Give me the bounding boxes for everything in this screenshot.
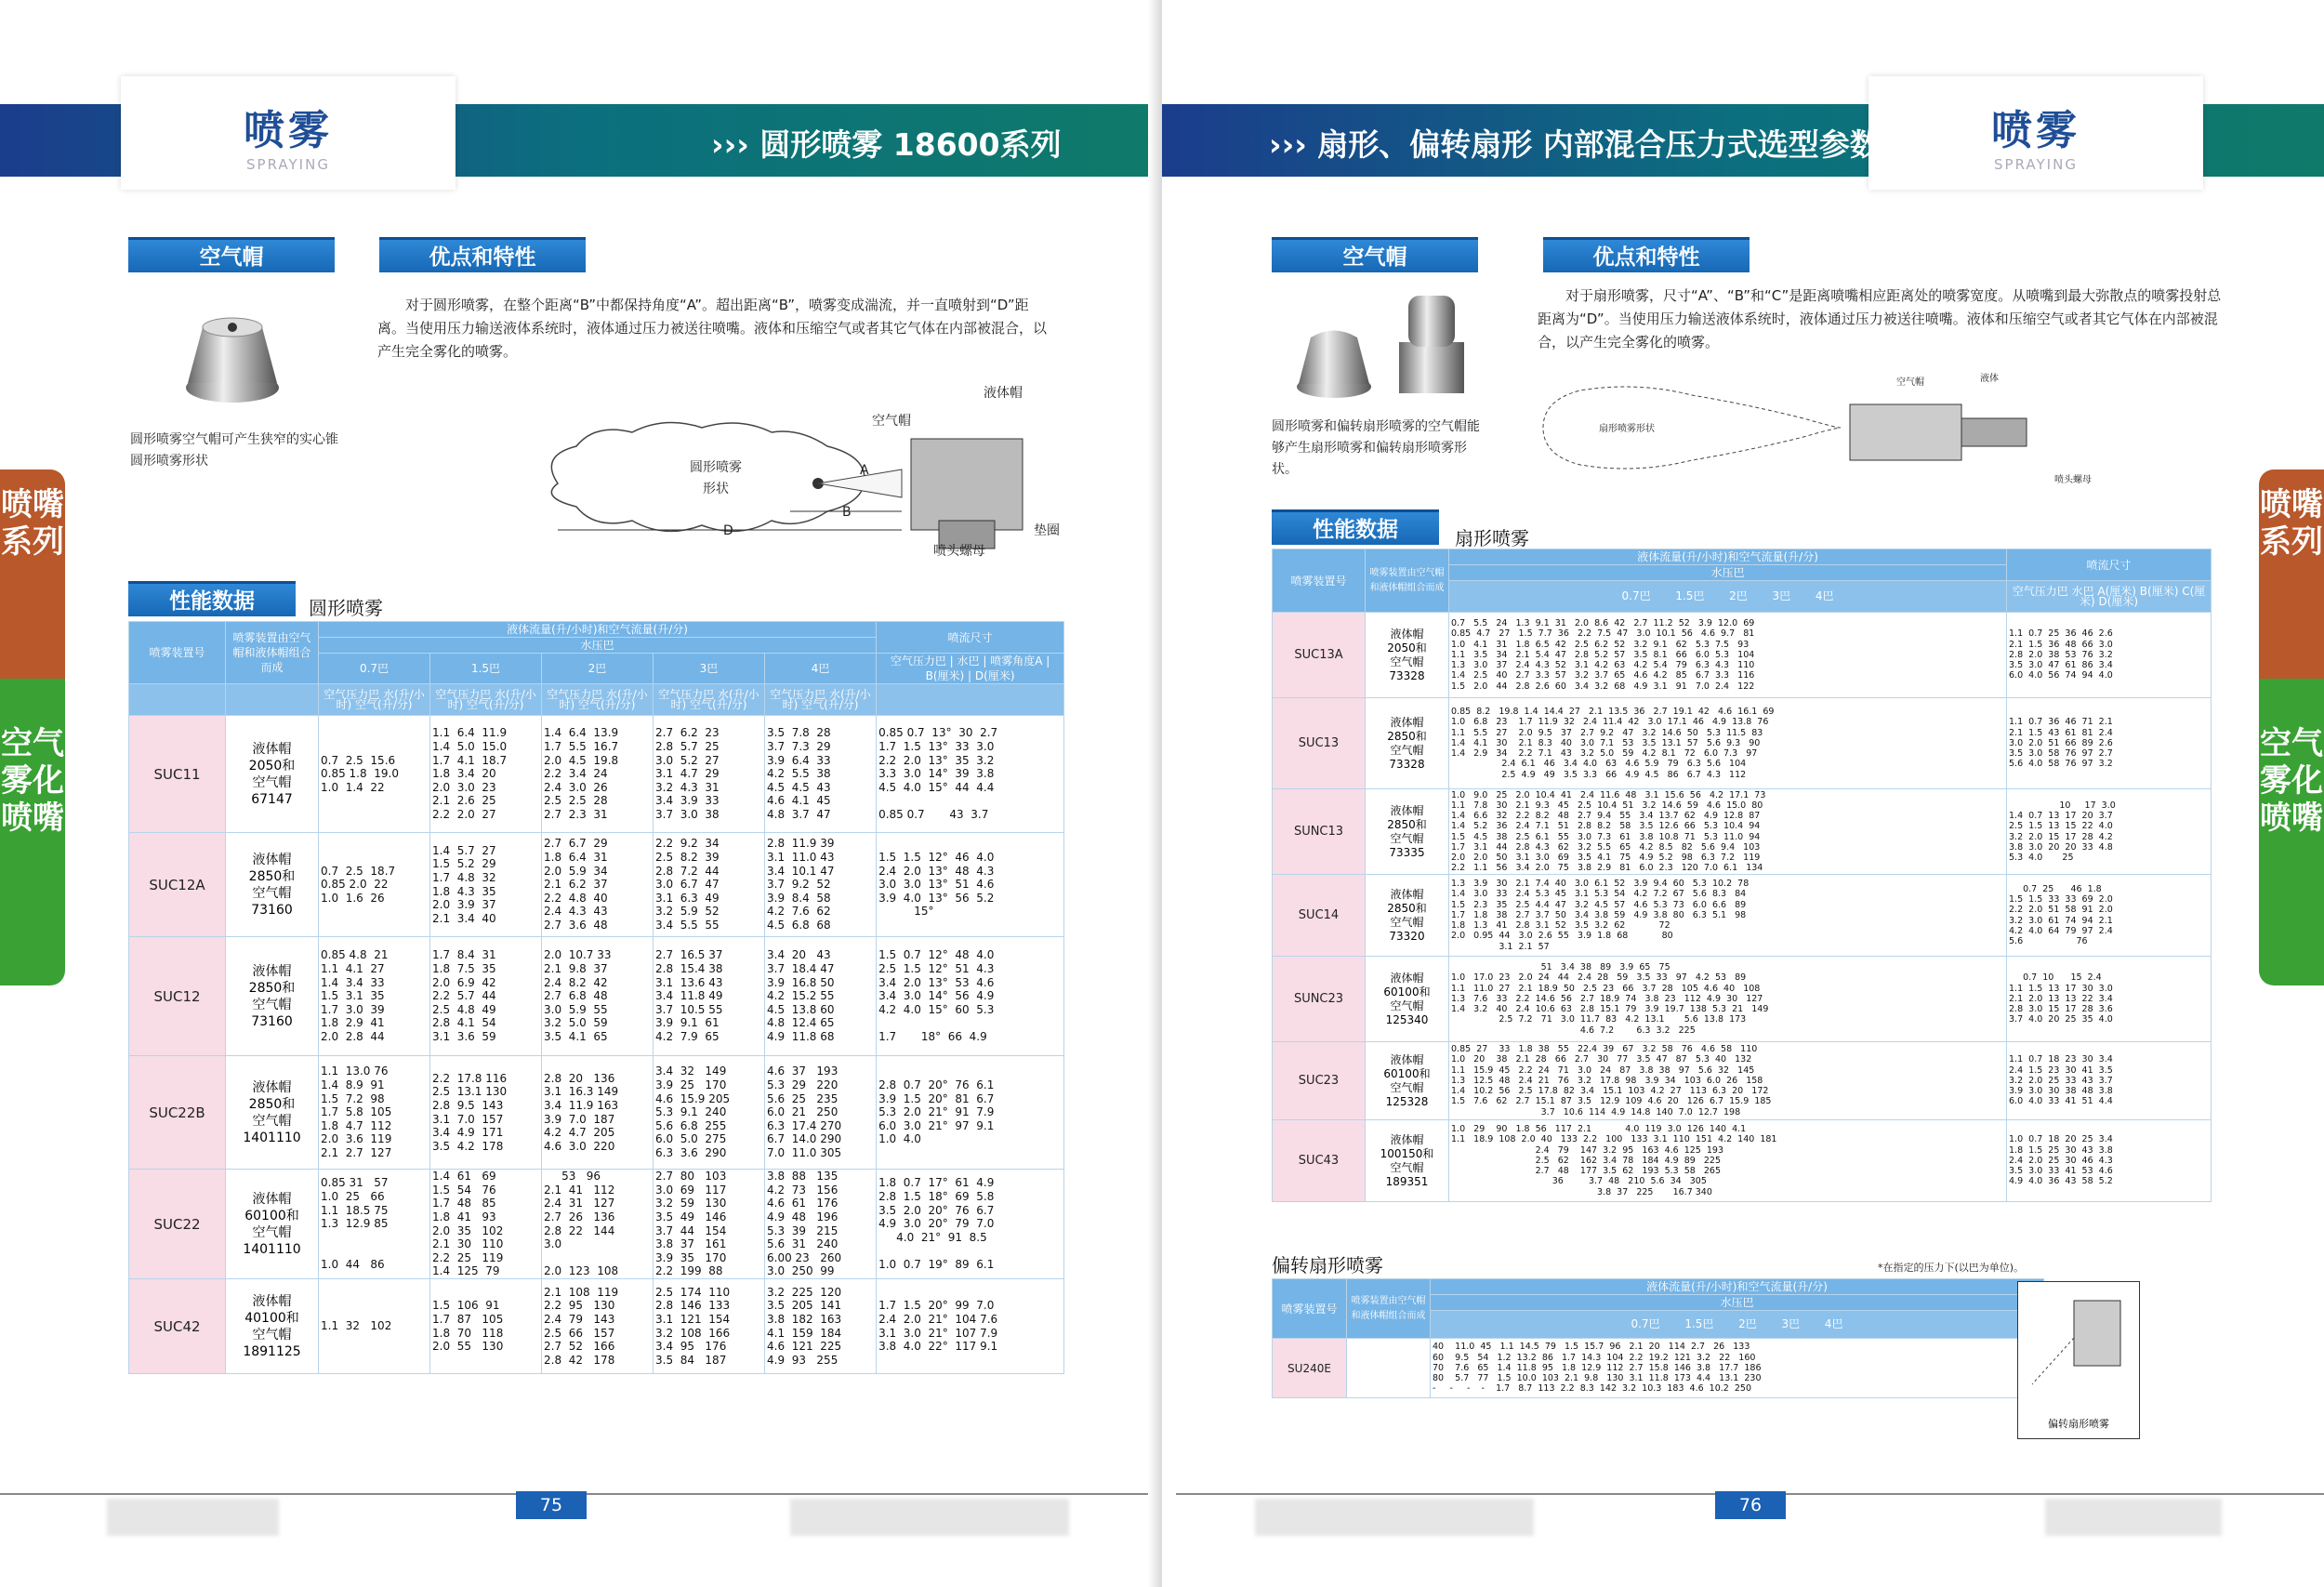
table-title: 圆形喷雾 xyxy=(309,597,383,619)
table-row xyxy=(129,833,1064,937)
nozzle-code: SUC22B xyxy=(129,1056,226,1170)
data-cell: 2.7 6.7 29 1.8 6.4 31 2.0 5.9 34 2.1 6.2 37 2.2 4.8 40 2.4 4.3 43 2.7 3.6 48 xyxy=(542,833,654,937)
data-cell: 2.7 80 103 3.0 69 117 3.2 59 130 3.5 49 146 3.7 44 154 3.8 37 161 3.9 35 170 2.2 199 88 xyxy=(654,1170,765,1279)
nozzle-code: SUC14 xyxy=(1273,875,1366,957)
logo-text: 喷雾 xyxy=(1991,107,2080,154)
data-cell: 1.1 0.7 36 46 71 2.1 2.1 1.5 43 61 81 2.4 3.0 2.0 51 66 89 2.6 3.5 3.0 58 76 97 2.7 5.6 4.0 58 76 97 3.2 xyxy=(2007,698,2212,789)
data-cell: 2.5 174 110 2.8 146 133 3.1 121 154 3.2 108 166 3.4 95 176 3.5 84 187 xyxy=(654,1279,765,1374)
header-pressure-col: 3巴 xyxy=(654,654,765,684)
cap-combination: 液体帽 2050和 空气帽 73328 xyxy=(1366,613,1449,698)
data-cell: 0.7 2.5 15.6 0.85 1.8 19.0 1.0 1.4 22 xyxy=(319,716,430,833)
cap-combination: 液体帽 60100和 空气帽 1401110 xyxy=(226,1170,319,1279)
table-title: 扇形喷雾 xyxy=(1455,527,1529,549)
table2-title: 偏转扇形喷雾 xyxy=(1272,1254,1383,1276)
header-flow: 液体流量(升/小时)和空气流量(升/分) xyxy=(1449,549,2007,565)
header-code: 喷雾装置号 xyxy=(1273,549,1366,613)
data-cell: 0.7 2.5 18.7 0.85 2.0 22 1.0 1.6 26 xyxy=(319,833,430,937)
data-cell: 1.5 106 91 1.7 87 105 1.8 70 118 2.0 55 130 xyxy=(430,1279,542,1374)
header-combination: 喷雾装置由空气帽和液体帽组合而成 xyxy=(1366,549,1449,613)
cap-combination: 液体帽 60100和 空气帽 125340 xyxy=(1366,957,1449,1042)
data-cell: 1.4 61 69 1.5 54 76 1.7 48 85 1.8 41 93 2.0 35 102 2.1 30 110 2.2 25 119 1.4 125 79 xyxy=(430,1170,542,1279)
nozzle-code: SUC13A xyxy=(1273,613,1366,698)
diagram-label-nut: 喷头螺母 xyxy=(2054,475,2092,485)
logo-box xyxy=(121,76,456,190)
table-row xyxy=(1273,789,2212,875)
nozzle-code: SUC11 xyxy=(129,716,226,833)
data-cell: 2.7 16.5 37 2.8 15.4 38 3.1 13.6 43 3.4 11.8 49 3.7 10.5 55 3.9 9.1 61 4.2 7.9 65 xyxy=(654,937,765,1056)
section-tag-features: 优点和特性 xyxy=(379,237,586,272)
data-cell: 2.1 108 119 2.2 95 130 2.4 79 143 2.5 66 157 2.7 52 166 2.8 42 178 xyxy=(542,1279,654,1374)
data-cell: 40 11.0 45 1.1 14.5 79 1.5 15.7 96 2.1 20 114 2.7 26 133 60 9.5 54 1.2 13.2 86 1.7 14.3 104 2.2 19.2 121 3.2 22 160 70 7.6 65 1.4 11.8 95 1.8 12.9 112 2.7 15.8 146 3.8 17.7 186 80 5.7 77 1.5 10.0 103 2.1 9.8 130 3.1 11.8 173 4.4 13.1 230 - - - - 1.7 8.7 113 2.2 8.3 142 3.2 10.3 183 4.6 10.2 250 xyxy=(1431,1339,2044,1398)
page-number: 75 xyxy=(516,1491,587,1519)
nozzle-code: SUC12 xyxy=(129,937,226,1056)
diagram-label-shape: 圆形喷雾形状 xyxy=(690,460,742,496)
side-tab-series: 喷嘴系列 xyxy=(2259,469,2324,679)
cap-combination: 液体帽 2850和 空气帽 1401110 xyxy=(226,1056,319,1170)
data-cell: 2.0 10.7 33 2.1 9.8 37 2.4 8.2 42 2.7 6.8 48 3.0 5.9 55 3.2 5.0 59 3.5 4.1 65 xyxy=(542,937,654,1056)
right-page xyxy=(1162,0,2324,1587)
header-combination: 喷雾装置由空气帽和液体帽组合而成 xyxy=(226,622,319,684)
header-dimensions: 喷流尺寸 xyxy=(877,622,1064,654)
header-flow: 液体流量(升/小时)和空气流量(升/分) xyxy=(1431,1279,2044,1295)
page-title: ››› 圆形喷雾 18600系列 xyxy=(711,126,1062,163)
data-cell: 1.3 3.9 30 2.1 7.4 40 3.0 6.1 52 3.9 9.4 60 5.3 10.2 78 1.4 3.0 33 2.4 5.3 45 3.1 5.3 54 4.2 7.2 67 5.6 8.3 84 1.5 2.3 35 2.5 4.4 47 3.2 4.5 57 4.6 5.3 73 6.0 6.6 89 1.7 1.8 38 2.7 3.7 50 3.4 3.8 59 4.9 3.8 80 6.3 5.1 98 1.8 1.3 41 2.8 3.1 52 3.5 3.2 62 72 2.0 0.95 44 3.0 2.6 55 3.9 1.8 68 80 3.1 2.1 57 xyxy=(1449,875,2007,957)
data-cell: 2.2 9.2 34 2.5 8.2 39 2.8 7.2 44 3.0 6.7 47 3.1 6.3 49 3.2 5.9 52 3.4 5.5 55 xyxy=(654,833,765,937)
table-row xyxy=(1273,875,2212,957)
data-cell: 1.4 6.4 13.9 1.7 5.5 16.7 2.0 4.5 19.8 2.2 3.4 24 2.4 3.0 26 2.5 2.5 28 2.7 2.3 31 xyxy=(542,716,654,833)
nozzle-code: SUC22 xyxy=(129,1170,226,1279)
table-row xyxy=(1273,957,2212,1042)
section-tag-aircap: 空气帽 xyxy=(1272,237,1478,272)
header-dim-sub: 空气压力巴 水巴 A(厘米) B(厘米) C(厘米) D(厘米) xyxy=(2007,581,2212,613)
logo-box xyxy=(1868,76,2203,190)
cap-combination xyxy=(1347,1339,1431,1398)
header-pressure: 水压巴 xyxy=(1449,565,2007,581)
header-code: 喷雾装置号 xyxy=(1273,1279,1347,1339)
header-sub: 空气压力巴 水(升/小时) 空气(升/分) xyxy=(654,684,765,716)
nozzle-code: SUNC23 xyxy=(1273,957,1366,1042)
cap-combination: 液体帽 2050和 空气帽 67147 xyxy=(226,716,319,833)
header-combination: 喷雾装置由空气帽和液体帽组合而成 xyxy=(1347,1279,1431,1339)
footer-blur xyxy=(790,1499,1069,1536)
header-pressure: 水压巴 xyxy=(319,638,877,654)
data-cell: 1.0 0.7 18 20 25 3.4 1.8 1.5 25 30 43 3.8 2.4 2.0 25 30 46 4.3 3.5 3.0 33 41 53 4.6 4.9 4.0 36 43 58 5.2 xyxy=(2007,1120,2212,1202)
data-cell: 2.8 0.7 20° 76 6.1 3.9 1.5 20° 81 6.7 5.3 2.0 21° 91 7.9 6.0 3.0 21° 97 9.1 1.0 4.0 xyxy=(877,1056,1064,1170)
header-pressure-col: 0.7巴 xyxy=(319,654,430,684)
cap-combination: 液体帽 2850和 空气帽 73160 xyxy=(226,833,319,937)
data-cell: 1.4 5.7 27 1.5 5.2 29 1.7 4.8 32 1.8 4.3 35 2.0 3.9 37 2.1 3.4 40 xyxy=(430,833,542,937)
data-cell: 1.1 0.7 18 23 30 3.4 2.4 1.5 23 30 41 3.5 3.2 2.0 25 33 43 3.7 3.9 3.0 30 38 48 3.8 6.0 4.0 33 41 51 4.4 xyxy=(2007,1042,2212,1120)
table-row xyxy=(1273,698,2212,789)
features-paragraph: 对于扇形喷雾，尺寸“A”、“B”和“C”是距离喷嘴相应距离处的喷雾宽度。从喷嘴到最大弥散点的喷雾投射总距离为“D”。当使用压力输送液体系统时，液体通过压力被送往喷嘴。液体和压缩空气或者其它气体在内部被混合，以产生完全雾化的喷雾。 xyxy=(1538,287,2222,350)
header-sub: 空气压力巴 水(升/小时) 空气(升/分) xyxy=(542,684,654,716)
data-cell: 0.85 4.8 21 1.1 4.1 27 1.4 3.4 33 1.5 3.1 35 1.7 3.0 39 1.8 2.9 41 2.0 2.8 44 xyxy=(319,937,430,1056)
table-row xyxy=(129,1170,1064,1279)
data-cell: 4.6 37 193 5.3 29 220 5.6 25 235 6.0 21 250 6.3 17.4 270 6.7 14.0 290 7.0 11.0 305 xyxy=(765,1056,877,1170)
air-cap-caption: 圆形喷雾空气帽可产生狭窄的实心锥圆形喷雾形状 xyxy=(130,432,338,469)
footer-blur xyxy=(107,1499,279,1536)
side-tab-series: 喷嘴系列 xyxy=(0,469,65,679)
header-pressure-col: 4巴 xyxy=(765,654,877,684)
header-pressure-col: 1.5巴 xyxy=(430,654,542,684)
data-cell: 3.2 225 120 3.5 205 141 3.8 182 163 4.1 159 184 4.6 121 225 4.9 93 255 xyxy=(765,1279,877,1374)
deflect-image-box xyxy=(2017,1281,2140,1439)
nozzle-code: SUNC13 xyxy=(1273,789,1366,875)
cap-combination: 液体帽 2850和 空气帽 73335 xyxy=(1366,789,1449,875)
data-cell: 2.2 17.8 116 2.5 13.1 130 2.8 9.5 143 3.1 7.0 157 3.4 4.9 171 3.5 4.2 178 xyxy=(430,1056,542,1170)
table-row xyxy=(1273,1120,2212,1202)
data-cell: 3.4 32 149 3.9 25 170 4.6 15.9 205 5.3 9.1 240 5.6 6.8 255 6.0 5.0 275 6.3 3.6 290 xyxy=(654,1056,765,1170)
footer-blur xyxy=(1255,1499,1534,1536)
diagram-label-gasket: 垫圈 xyxy=(1034,523,1060,538)
logo-subtext: SPRAYING xyxy=(1994,156,2078,173)
table-row xyxy=(1273,1339,2044,1398)
nozzle-code: SUC42 xyxy=(129,1279,226,1374)
table-row xyxy=(1273,1042,2212,1120)
section-tag-performance: 性能数据 xyxy=(1272,509,1439,545)
data-cell: 0.85 31 57 1.0 25 66 1.1 18.5 75 1.3 12.9 85 1.0 44 86 xyxy=(319,1170,430,1279)
data-cell: 0.7 5.5 24 1.3 9.1 31 2.0 8.6 42 2.7 11.2 52 3.9 12.0 69 0.85 4.7 27 1.5 7.7 36 2.2 7.5 47 3.0 10.1 56 4.6 9.7 81 1.0 4.1 31 1.8 6.5 42 2.5 6.2 52 3.2 9.1 62 5.3 7.5 93 1.1 3.5 34 2.1 5.4 47 2.8 5.2 57 3.5 8.1 66 6.0 5.3 104 1.3 3.0 37 2.4 4.3 52 3.1 4.2 63 4.2 5.4 79 6.3 4.3 110 1.4 2.5 40 2.7 3.3 57 3.2 3.7 65 4.6 4.2 85 6.7 3.3 116 1.5 2.0 44 2.8 2.6 60 3.4 3.2 68 4.9 3.1 91 7.0 2.4 122 xyxy=(1449,613,2007,698)
deflect-nozzle-icon xyxy=(2018,1282,2139,1412)
features-paragraph: 对于圆形喷雾，在整个距离“B”中都保持角度“A”。超出距离“B”，喷雾变成湍流，并一直喷射到“D”距离。当使用压力输送液体系统时，液体通过压力被送往喷嘴。液体和压缩空气或者其它气体在内部被混合，以产生完全雾化的喷雾。 xyxy=(377,297,1048,360)
logo-text: 喷雾 xyxy=(244,107,333,154)
cap-combination: 液体帽 100150和 空气帽 189351 xyxy=(1366,1120,1449,1202)
diagram-label-shape: 扇形喷雾形状 xyxy=(1599,424,1655,434)
diagram-label-liquid-cap: 液体帽 xyxy=(984,386,1023,401)
diagram-label-a: A xyxy=(860,463,869,478)
page-title: ››› 扇形、偏转扇形 内部混合压力式选型参数 xyxy=(1269,126,1881,163)
nozzle-code: SUC12A xyxy=(129,833,226,937)
data-cell: 2.8 20 136 3.1 16.3 149 3.4 11.9 163 3.9 7.0 187 4.2 4.7 205 4.6 3.0 220 xyxy=(542,1056,654,1170)
nozzle-code: SU240E xyxy=(1273,1339,1347,1398)
data-cell: 0.85 0.7 13° 30 2.7 1.7 1.5 13° 33 3.0 2.2 2.0 13° 35 3.2 3.3 3.0 14° 39 3.8 4.5 4.0 15° 44 4.4 0.85 0.7 43 3.7 xyxy=(877,716,1064,833)
data-cell: 1.1 6.4 11.9 1.4 5.0 15.0 1.7 4.1 18.7 1.8 3.4 20 2.0 3.0 23 2.1 2.6 25 2.2 2.0 27 xyxy=(430,716,542,833)
performance-table-round xyxy=(128,621,1064,1374)
table2-note: *在指定的压力下(以巴为单位)。 xyxy=(1878,1262,2025,1274)
performance-table-deflect xyxy=(1272,1278,2044,1398)
air-cap-images xyxy=(1283,286,1478,407)
table-row xyxy=(1273,613,2212,698)
data-cell: 3.5 7.8 28 3.7 7.3 29 3.9 6.4 33 4.2 5.5 38 4.5 4.5 43 4.6 4.1 45 4.8 3.7 47 xyxy=(765,716,877,833)
section-tag-performance: 性能数据 xyxy=(128,581,296,616)
diagram-label-d: D xyxy=(723,523,733,538)
header-pressure-row: 0.7巴 1.5巴 2巴 3巴 4巴 xyxy=(1449,581,2007,613)
diagram-label-b: B xyxy=(842,505,852,520)
nozzle-code: SUC43 xyxy=(1273,1120,1366,1202)
data-cell: 1.8 0.7 17° 61 4.9 2.8 1.5 18° 69 5.8 3.5 2.0 20° 76 6.7 4.9 3.0 20° 79 7.0 4.0 21° 91 8.5 1.0 0.7 19° 89 6.1 xyxy=(877,1170,1064,1279)
spray-diagram xyxy=(539,381,1078,558)
data-cell: 1.5 1.5 12° 46 4.0 2.4 2.0 13° 48 4.3 3.0 3.0 13° 51 4.6 3.9 4.0 13° 56 5.2 15° xyxy=(877,833,1064,937)
header-sub: 空气压力巴 水(升/小时) 空气(升/分) xyxy=(430,684,542,716)
diagram-label-nut: 喷头螺母 xyxy=(933,544,985,559)
data-cell: 0.7 25 46 1.8 1.5 1.5 33 33 69 2.0 2.2 2.0 51 58 91 2.0 3.2 3.0 61 74 94 2.1 4.2 4.0 64 79 97 2.4 5.6 76 xyxy=(2007,875,2212,957)
table-row xyxy=(129,1279,1064,1374)
table-row xyxy=(129,1056,1064,1170)
data-cell: 1.0 29 90 1.8 56 117 2.1 4.0 119 3.0 126 140 4.1 1.1 18.9 108 2.0 40 133 2.2 100 133 3.1 110 151 4.2 140 181 2.4 79 147 3.2 95 163 4.6 125 193 2.5 62 162 3.4 78 184 4.9 89 225 2.7 48 177 3.5 62 193 5.3 58 265 36 3.7 48 210 5.6 34 305 3.8 37 225 16.7 340 xyxy=(1449,1120,2007,1202)
cap-combination: 液体帽 2850和 空气帽 73328 xyxy=(1366,698,1449,789)
header-dimensions: 喷流尺寸 xyxy=(2007,549,2212,581)
side-tab-air: 空气雾化喷嘴 xyxy=(2259,679,2324,985)
header-flow: 液体流量(升/小时)和空气流量(升/分) xyxy=(319,622,877,638)
data-cell: 1.1 32 102 xyxy=(319,1279,430,1374)
data-cell: 53 96 2.1 41 112 2.4 31 127 2.7 26 136 2.8 22 144 3.0 2.0 123 108 xyxy=(542,1170,654,1279)
cap-combination: 液体帽 2850和 空气帽 73160 xyxy=(226,937,319,1056)
data-cell: 10 17 3.0 1.4 0.7 13 17 20 3.7 2.5 1.5 13 15 22 4.0 3.2 2.0 15 17 28 4.2 3.8 3.0 20 20 33 4.8 5.3 4.0 25 xyxy=(2007,789,2212,875)
nozzle-code: SUC23 xyxy=(1273,1042,1366,1120)
performance-table-fan xyxy=(1272,549,2212,1202)
table-row xyxy=(129,937,1064,1056)
deflect-caption: 偏转扇形喷雾 xyxy=(2048,1418,2109,1430)
cap-combination: 液体帽 60100和 空气帽 125328 xyxy=(1366,1042,1449,1120)
header-sub: 空气压力巴 水(升/小时) 空气(升/分) xyxy=(319,684,430,716)
data-cell: 1.0 9.0 25 2.0 10.4 41 2.4 11.6 48 3.1 15.6 56 4.2 17.1 73 1.1 7.8 30 2.1 9.3 45 2.5 10.4 51 3.2 14.6 59 4.6 15.0 80 1.4 6.6 32 2.2 8.2 48 2.7 9.4 55 3.4 13.7 62 4.9 12.8 87 1.4 5.2 36 2.4 7.1 51 2.8 8.2 58 3.5 12.6 66 5.3 10.4 94 1.5 4.5 38 2.5 6.1 55 3.0 7.3 61 3.8 10.8 71 5.3 11.0 94 1.7 3.1 44 2.8 4.3 62 3.2 5.5 65 4.2 8.5 82 5.6 9.4 103 2.0 2.0 50 3.1 3.0 69 3.5 4.1 75 4.9 5.2 98 6.3 7.2 119 2.2 1.1 56 3.4 2.0 75 3.8 2.9 81 6.0 2.3 120 7.0 6.1 134 xyxy=(1449,789,2007,875)
header-dim-sub: 空气压力巴 | 水巴 | 喷雾角度A | B(厘米) | D(厘米) xyxy=(877,654,1064,684)
air-cap-image xyxy=(177,299,288,409)
data-cell: 0.85 27 33 1.8 38 55 22.4 39 67 3.2 58 76 4.6 58 110 1.0 20 38 2.1 28 66 2.7 30 77 3.5 47 87 5.3 40 132 1.1 15.9 45 2.2 24 71 3.0 24 87 3.8 38 97 5.6 32 145 1.3 12.5 48 2.4 21 76 3.2 17.8 98 3.9 34 103 6.0 26 158 1.4 10.2 56 2.5 17.8 82 3.4 15.1 103 4.2 27 113 6.3 20 172 1.5 7.6 62 2.7 15.1 87 3.5 12.9 109 4.6 20 126 6.7 15.9 185 3.7 10.6 114 4.9 14.8 140 7.0 12.7 198 xyxy=(1449,1042,2007,1120)
logo-subtext: SPRAYING xyxy=(246,156,330,173)
header-code: 喷雾装置号 xyxy=(129,622,226,684)
section-tag-features: 优点和特性 xyxy=(1543,237,1750,272)
footer-blur xyxy=(2045,1499,2222,1536)
diagram-label-air-cap: 空气帽 xyxy=(1896,377,1924,388)
table-row xyxy=(129,716,1064,833)
header-pressure: 水压巴 xyxy=(1431,1295,2044,1311)
data-cell: 2.8 11.9 39 3.1 11.0 43 3.4 10.1 47 3.7 9.2 52 3.9 8.4 58 4.2 7.6 62 4.5 6.8 68 xyxy=(765,833,877,937)
data-cell: 3.4 20 43 3.7 18.4 47 3.9 16.8 50 4.2 15.2 55 4.5 13.8 60 4.8 12.4 65 4.9 11.8 68 xyxy=(765,937,877,1056)
side-tab-air: 空气雾化喷嘴 xyxy=(0,679,65,985)
cap-combination: 液体帽 40100和 空气帽 1891125 xyxy=(226,1279,319,1374)
data-cell: 1.7 8.4 31 1.8 7.5 35 2.0 6.9 42 2.2 5.7 44 2.5 4.8 49 2.8 4.1 54 3.1 3.6 59 xyxy=(430,937,542,1056)
diagram-label-liquid: 液体 xyxy=(1980,374,1999,384)
data-cell: 1.1 13.0 76 1.4 8.9 91 1.5 7.2 98 1.7 5.8 105 1.8 4.7 112 2.0 3.6 119 2.1 2.7 127 xyxy=(319,1056,430,1170)
data-cell: 51 3.4 38 89 3.9 65 75 1.0 17.0 23 2.0 24 44 2.4 28 59 3.5 33 97 4.2 53 89 1.1 11.0 27 2.1 18.9 50 2.5 23 66 3.7 28 105 4.6 40 108 1.3 7.6 33 2.2 14.6 56 2.7 18.9 74 3.8 23 112 4.9 30 127 1.4 3.2 40 2.4 10.6 63 2.8 15.1 79 3.9 19.7 138 5.3 21 149 2.5 7.2 71 3.0 11.7 83 4.2 13.1 5.6 13.8 173 4.6 7.2 6.3 3.2 225 xyxy=(1449,957,2007,1042)
data-cell: 0.85 8.2 19.8 1.4 14.4 27 2.1 13.5 36 2.7 19.1 42 4.6 16.1 69 1.0 6.8 23 1.7 11.9 32 2.4 11.4 42 3.0 17.1 46 4.9 13.8 76 1.1 5.5 27 2.0 9.5 37 2.7 9.2 47 3.2 14.6 50 5.3 11.5 83 1.4 4.1 30 2.1 8.3 40 3.0 7.1 53 3.5 13.1 57 5.6 9.3 90 1.4 2.9 34 2.2 7.1 43 3.2 5.0 59 4.2 8.1 72 6.0 7.3 97 2.4 6.1 46 3.4 4.0 63 4.6 5.9 79 6.3 5.6 104 2.5 4.9 49 3.5 3.3 66 4.9 4.5 86 6.7 4.3 112 xyxy=(1449,698,2007,789)
header-sub: 空气压力巴 水(升/小时) 空气(升/分) xyxy=(765,684,877,716)
data-cell: 3.8 88 135 4.2 73 156 4.6 61 176 4.9 48 196 5.3 39 215 5.6 31 240 6.00 23 260 3.0 250 99 xyxy=(765,1170,877,1279)
section-tag-aircap: 空气帽 xyxy=(128,237,335,272)
data-cell: 1.5 0.7 12° 48 4.0 2.5 1.5 12° 51 4.3 3.4 2.0 13° 53 4.6 3.4 3.0 14° 56 4.9 4.2 4.0 15° 60 5.3 1.7 18° 66 4.9 xyxy=(877,937,1064,1056)
header-pressure-col: 2巴 xyxy=(542,654,654,684)
data-cell: 2.7 6.2 23 2.8 5.7 25 3.0 5.2 27 3.1 4.7 29 3.2 4.3 31 3.4 3.9 33 3.7 3.0 38 xyxy=(654,716,765,833)
data-cell: 0.7 10 15 2.4 1.1 1.5 13 17 30 3.0 2.1 2.0 13 13 22 3.4 2.8 3.0 15 17 28 3.6 3.7 4.0 20 25 35 4.0 xyxy=(2007,957,2212,1042)
cap-combination: 液体帽 2850和 空气帽 73320 xyxy=(1366,875,1449,957)
air-cap-caption: 圆形喷雾和偏转扇形喷雾的空气帽能够产生扇形喷雾和偏转扇形喷雾形状。 xyxy=(1272,419,1480,477)
data-cell: 1.7 1.5 20° 99 7.0 2.4 2.0 21° 104 7.6 3.1 3.0 21° 107 7.9 3.8 4.0 22° 117 9.1 xyxy=(877,1279,1064,1374)
page-number: 76 xyxy=(1715,1491,1786,1519)
data-cell: 1.1 0.7 25 36 46 2.6 2.1 1.5 36 48 66 3.0 2.8 2.0 38 53 76 3.2 3.5 3.0 47 61 86 3.4 6.0 4.0 56 74 94 4.0 xyxy=(2007,613,2212,698)
nozzle-code: SUC13 xyxy=(1273,698,1366,789)
header-pressure-row: 0.7巴 1.5巴 2巴 3巴 4巴 xyxy=(1431,1311,2044,1339)
diagram-label-air-cap: 空气帽 xyxy=(872,414,911,429)
